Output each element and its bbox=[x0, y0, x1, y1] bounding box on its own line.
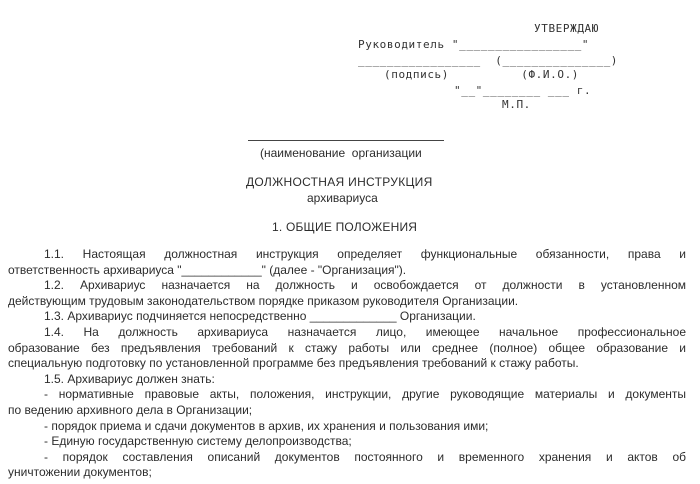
paragraph-1-4 bbox=[8, 325, 686, 372]
section-title: 1. ОБЩИЕ ПОЛОЖЕНИЯ bbox=[272, 220, 418, 234]
list-item bbox=[8, 387, 686, 418]
list-item-line: - нормативные правовые акты, положения, инструкции, другие руководящие материалы и документы bbox=[44, 387, 686, 402]
paragraph-line: 1.2. Архивариус назначается на должность и освобождается от должности в установленном bbox=[44, 278, 686, 293]
paragraph-line: образование без предъявления требований к стажу работы или среднее (полное) общее образование и bbox=[8, 340, 686, 355]
paragraph-1-5 bbox=[8, 372, 686, 388]
paragraph-line: 1.3. Архивариус подчиняется непосредственно _____________ Организации. bbox=[44, 309, 476, 324]
list-item-line: - порядок составления описаний документов постоянного и временного хранения и актов об bbox=[44, 449, 686, 464]
list-item-line: по ведению архивного дела в Организации; bbox=[8, 402, 253, 417]
document-title: ДОЛЖНОСТНАЯ ИНСТРУКЦИЯ bbox=[246, 175, 433, 189]
paragraph-1-1 bbox=[8, 247, 686, 278]
list-item-line: уничтожении документов; bbox=[8, 465, 152, 480]
paragraph-1-3 bbox=[8, 309, 686, 325]
approval-label: УТВЕРЖДАЮ bbox=[534, 22, 600, 35]
date-line: "__"________ ___ г. bbox=[454, 84, 592, 97]
list-item-line: - порядок приема и сдачи документов в архив, их хранения и пользования ими; bbox=[44, 418, 489, 433]
signature-name-line: _________________ (_______________) bbox=[358, 54, 619, 67]
head-signature-line: Руководитель "_________________" bbox=[358, 38, 590, 51]
stamp-label: М.П. bbox=[502, 98, 531, 111]
paragraph-line: действующим трудовым законодательством порядке приказом руководителя Организации. bbox=[8, 293, 519, 308]
list-item bbox=[8, 434, 686, 450]
signature-caption: (подпись) (Ф.И.О.) bbox=[384, 68, 580, 81]
document-body bbox=[8, 247, 686, 481]
list-item bbox=[8, 419, 686, 435]
list-item bbox=[8, 450, 686, 481]
paragraph-line: специальную подготовку по установленной программе без предъявления требований к стажу работы. bbox=[8, 356, 579, 371]
list-item-line: - Единую государственную систему делопроизводства; bbox=[44, 434, 352, 449]
paragraph-1-2 bbox=[8, 278, 686, 309]
paragraph-line: 1.1. Настоящая должностная инструкция определяет функциональные обязанности, права и bbox=[44, 247, 686, 261]
paragraph-line: ответственность архивариуса "____________" (далее - "Организация"). bbox=[8, 262, 407, 277]
paragraph-line: 1.5. Архивариус должен знать: bbox=[44, 371, 215, 386]
document-subtitle: архивариуса bbox=[307, 191, 378, 205]
organization-caption: (наименование организации bbox=[260, 146, 422, 160]
paragraph-line: 1.4. На должность архивариуса назначается лицо, имеющее начальное профессиональное bbox=[44, 324, 686, 339]
organization-name-line bbox=[248, 140, 444, 141]
